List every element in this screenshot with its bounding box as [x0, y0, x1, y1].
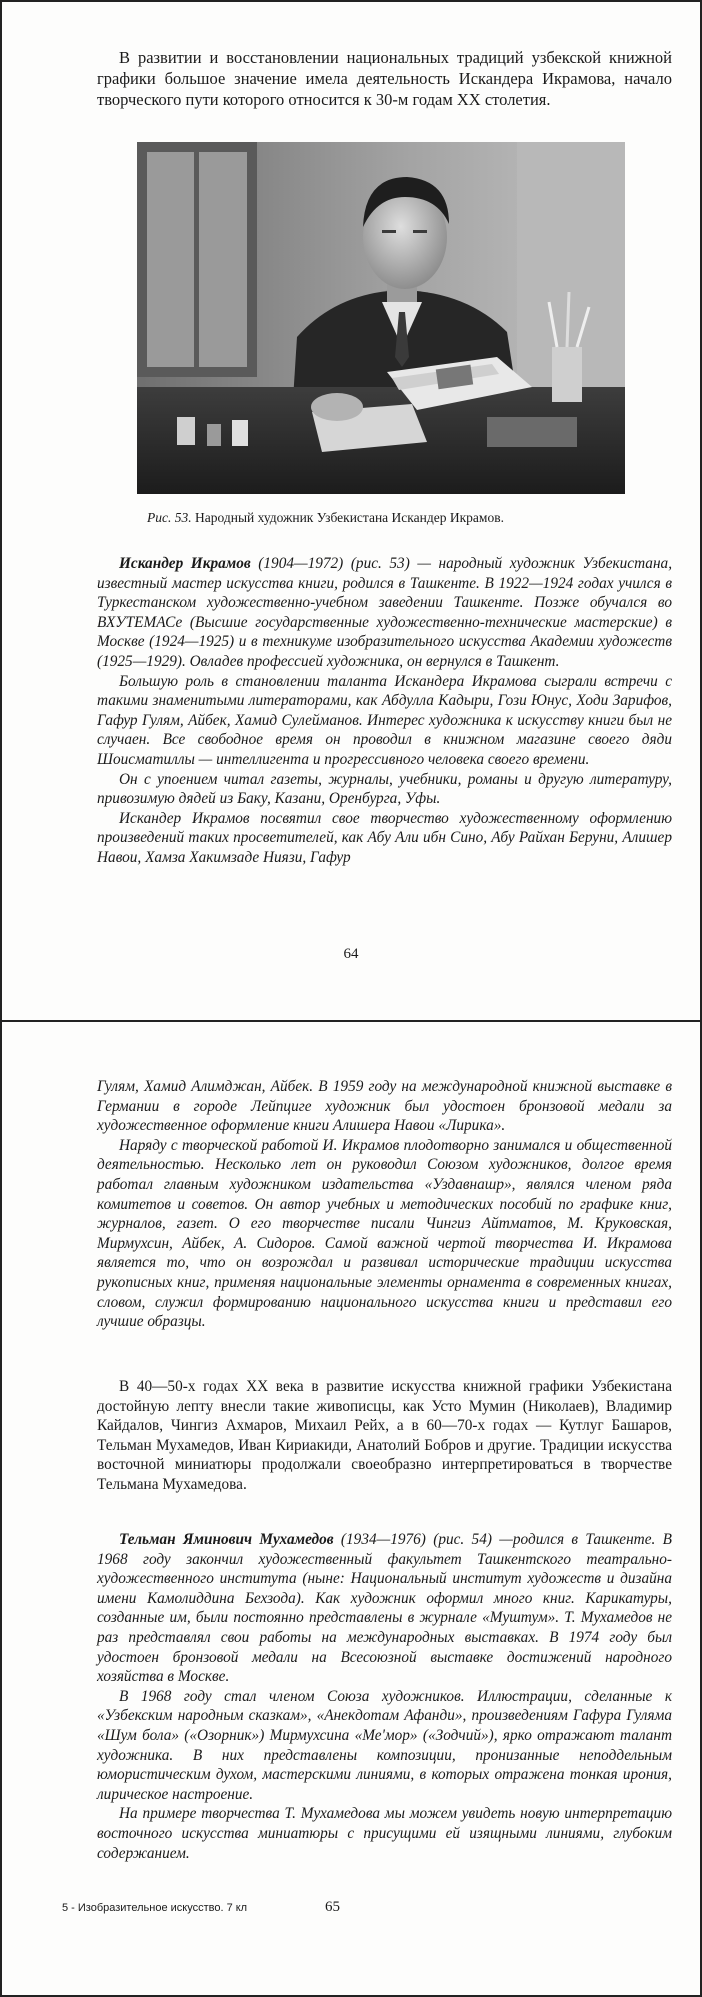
bio-paragraph-1: [97, 554, 672, 672]
book-graphics-overview: [97, 1377, 672, 1495]
caption-figure-number: Рис. 53.: [147, 510, 192, 525]
intro-paragraph: [97, 47, 672, 110]
page-65: [0, 1020, 702, 1997]
page-footer: 5 - Изобразительное искусство. 7 кл: [62, 1902, 248, 1914]
bio-paragraph-1-text: (1904—1972) (рис. 53) — народный художник Узбекистана, известный мастер искусства книги, родился в Ташкенте. В 1922—1924 годах учился в Туркестанском художественно-учебном заведении Ташкенте. Позже обучался во ВХУТЕМАСе (Высшие государственные художественно-технические мастерские) в Москве (1924—1925) и в техникуме изобразительного искусства Академии художеств (1925—1929). Овладев профессией художника, он вернулся в Ташкент.: [97, 555, 673, 670]
portrait-photo: [137, 142, 625, 494]
mukhamedov-paragraph-2: В 1968 году стал членом Союза художников. Иллюстрации, сделанные к «Узбекским народным сказкам», «Анекдотам Афанди», произведениям Гафура Гуляма «Шум бола» («Озорник») Мирмухсина «Ме'мор» («Зодчий»), ярко отражают талант художника. В них представлены композиции, пронизанные неподдельным юмористическим духом, мастерскими линиями, в которых отражена тонкая ирония, лирическое настроение.: [97, 1687, 672, 1803]
page-number: 65: [325, 1899, 340, 1915]
mukhamedov-biography: [97, 1530, 672, 1863]
intro-text: В развитии и восстановлении национальных традиций узбекской книжной графики большое значение имела деятельность Искандера Икрамова, начало творческого пути которого относится к 30-м годам XX столетия.: [97, 48, 672, 109]
portrait-photo-image: [137, 142, 625, 494]
bio-paragraph-4: Искандер Икрамов посвятил свое творчество художественному оформлению произведений таких просветителей, как Абу Али ибн Сино, Абу Райхан Беруни, Алишер Навои, Хамза Хакимзаде Ниязи, Гафур: [97, 809, 672, 866]
caption-text: Народный художник Узбекистана Искандер Икрамов.: [195, 510, 504, 525]
mukhamedov-paragraph-1: [97, 1530, 672, 1687]
overview-paragraph: В 40—50-х годах XX века в развитие искусства книжной графики Узбекистана достойную лепту внесли такие живописцы, как Усто Мумин (Николаев), Владимир Кайдалов, Чингиз Ахмаров, Михаил Рейх, а в 60—70-х годах — Кутлуг Башаров, Тельман Мухамедов, Иван Кириакиди, Анатолий Бобров и другие. Традиции искусства восточной миниатюры продолжали своеобразно интерпретироваться в творчестве Тельмана Мухамедова.: [97, 1378, 672, 1493]
continuation-paragraph-1: Гулям, Хамид Алимджан, Айбек. В 1959 году на международной книжной выставке в Германии в городе Лейпциге художник был удостоен бронзовой медали за художественное оформление книги Алишера Навои «Лирика».: [97, 1078, 672, 1135]
page-number: 64: [343, 946, 359, 962]
ikramov-continuation: [97, 1077, 672, 1332]
mukhamedov-paragraph-3: На примере творчества Т. Мухамедова мы можем увидеть новую интерпретацию восточного искусства миниатюры с присущими ей изящными линиями, глубоким содержанием.: [97, 1805, 672, 1862]
bio-name: Искандер Икрамов: [119, 555, 251, 572]
bio-paragraph-2: Большую роль в становлении таланта Искандера Икрамова сыграли встречи с такими знаменитыми литераторами, как Абдулла Кадыри, Гози Юнус, Ходи Зарифов, Гафур Гулям, Айбек, Хамид Сулейманов. Интерес художника к искусству книги был не случаен. Все свободное время он проводил в книжном магазине своего дяди Шоисматиллы — интеллигента и прогрессивного человека своего времени.: [97, 672, 672, 768]
figure-caption: [147, 509, 504, 527]
mukhamedov-paragraph-1-text: (1934—1976) (рис. 54) —родился в Ташкенте. В 1968 году закончил художественный факультет Ташкентского театрально-художественного института (ныне: Национальный институт художеств и дизайна имени Камолиддина Бехзода). Как художник оформил много книг. Карикатуры, созданные им, были постоянно представлены в журнале «Муштум». Т. Мухамедов не раз представлял свои работы на международных выставках. В 1974 году был удостоен бронзовой медали на Всесоюзной выставке достижений народного хозяйства в Москве.: [97, 1531, 673, 1686]
mukhamedov-name: Тельман Яминович Мухамедов: [119, 1531, 334, 1548]
bio-paragraph-3: Он с упоением читал газеты, журналы, учебники, романы и другую литературу, привозимую дядей из Баку, Казани, Оренбурга, Уфы.: [97, 770, 672, 808]
ikramov-biography: [97, 554, 672, 868]
continuation-paragraph-2: Наряду с творческой работой И. Икрамов плодотворно занимался и общественной деятельностью. Несколько лет он руководил Союзом художников, долгое время работал главным художником издательства «Уздавнашр», являлся членом ряда комитетов и советов. Он автор учебных и методических пособий по графике книг, журналов, газет. О его творчестве писали Чингиз Айтматов, М. Круковская, Мирмухсин, Айбек, А. Сидоров. Самой важной чертой творчества И. Икрамова является то, что он возрождал и развивал исторические традиции искусства рукописных книг, применяя национальные элементы орнамента в современных книгах, словом, служил формированию национального искусства книги и представил его лучшие образцы.: [97, 1136, 672, 1331]
